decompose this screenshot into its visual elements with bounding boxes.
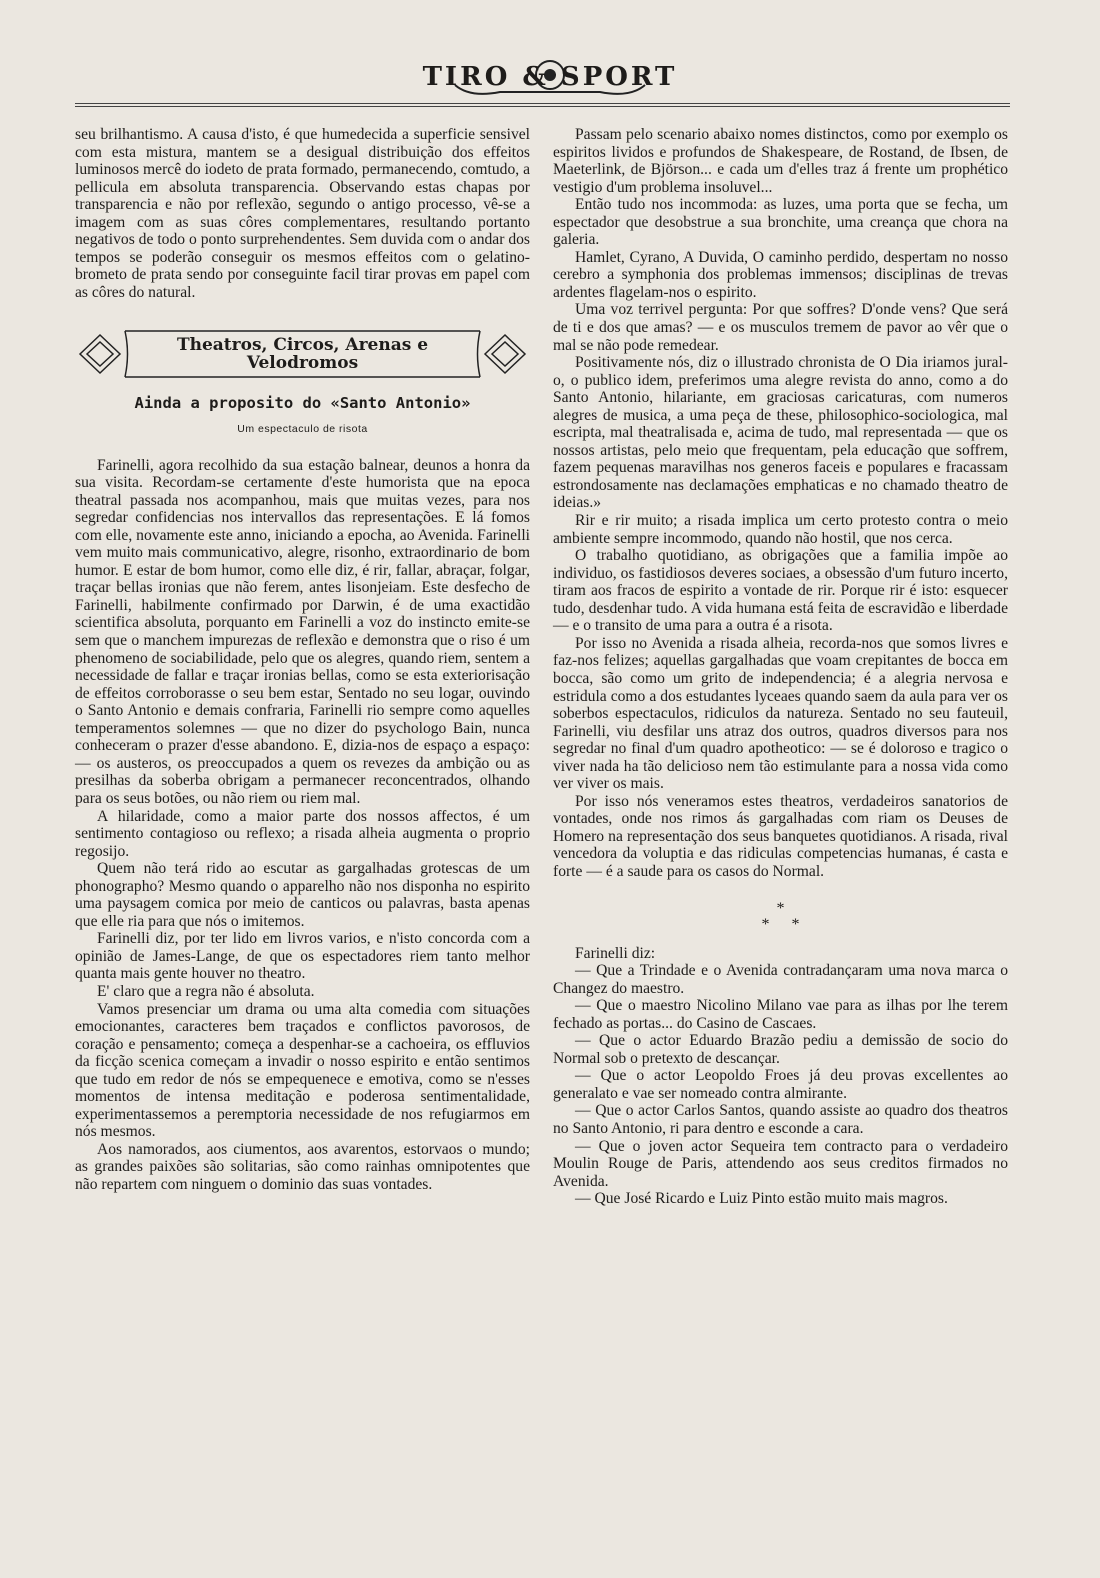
article-title: Ainda a proposito do «Santo Antonio» [134,394,471,413]
paragraph: Rir e rir muito; a risada implica um certo protesto contra o meio ambiente sempre incommodo, quando não hostil, que nos cerca. [553,512,1008,547]
gossip-item: — Que o actor Eduardo Brazão pediu a demissão de socio do Normal sob o pretexto de descançar. [553,1032,1008,1067]
paragraph: Hamlet, Cyrano, A Duvida, O caminho perdido, despertam no nosso cerebro a symphonia dos problemas immensos; disciplinas de trevas ardentes flagelam-nos o espirito. [553,248,1008,301]
paragraph: Uma voz terrivel pergunta: Por que soffres? D'onde vens? Que será de ti e dos que amas? — e os musculos tremem de pavor ao vêr que o mal se não pode remedear. [553,301,1008,354]
paragraph: Vamos presenciar um drama ou uma alta comedia com situações emocionantes, caracteres bem traçados e conflictos pavorosos, de coração e pensamento; começa a despenhar-se a cachoeira, os effluvios da ficção scenica começam a invadir o nosso espirito e então sentimos que tudo em redor de nós se empequenece e emotiva, como se n'esses momentos de intensa meditação e poderosa sentimentalidade, experimentassemos a peremptoria necessidade de nos refugiarmos em nós mesmos. [75,1000,530,1141]
paragraph: Aos namorados, aos ciumentos, aos avarentos, estorvaos o mundo; as grandes paixões são solitarias, são como rainhas omnipotentes que não repartem com ninguem o dominio das suas vontades. [75,1140,530,1193]
masthead [0,50,1100,110]
paragraph: Por isso no Avenida a risada alheia, recorda-nos que somos livres e faz-nos felizes; aquellas gargalhadas que voam crepitantes de bocca em bocca, são como um grito de independencia; é a alegria nervosa e estridula como a dos estudantes lyceaes quando saem da aula para ver os soberbos espectaculos, ridiculos da natureza. Sentado no seu fauteuil, Farinelli, viu desfilar uns atraz dos outros, quadros diversos para nos segredar no final d'um quadro apotheotico: — se é doloroso e tragico o viver nada ha tão delicioso nem tão estimulante para a nossa vida como ver viver os mais. [553,634,1008,793]
paragraph: A hilaridade, como a maior parte dos nossos affectos, é um sentimento contagioso ou reflexo; a risada alheia augmenta o proprio regosijo. [75,807,530,860]
gossip-item: — Que o actor Leopoldo Froes já deu provas excellentes ao generalato e vae ser nomeado contra almirante. [553,1067,1008,1102]
paragraph: Farinelli diz, por ter lido em livros varios, e n'isto concorda com a opinião de James-Lange, de que os espectadores riem tanto melhor quanta mais gente houver no theatro. [75,930,530,983]
gossip-item: — Que o joven actor Sequeira tem contracto para o verdadeiro Moulin Rouge de Paris, attendendo aos seus creditos firmados no Avenida. [553,1137,1008,1190]
asterism [553,901,1008,933]
paragraph: Farinelli, agora recolhido da sua estação balnear, deunos a honra da sua visita. Recordam-se certamente d'este humorista que na epoca theatral passada nos acompanhou, mais que muitas vezes, para nos segredar confidencias nos intervallos das representações. E lá fomos com elle, novamente este anno, iniciando a epocha, ao Avenida. Farinelli vem muito mais communicativo, alegre, risonho, extraordinario de bom humor. E estar de bom humor, como elle diz, é rir, fallar, abraçar, folgar, traçar bellas ironias que não ferem, antes lisonjeiam. Este desfecho de Farinelli, habilmente confirmado por Darwin, é de uma exactidão scientifica absoluta, porquanto em Farinelli a voz do instincto emite-se sem que o manchem impurezas de reflexão e demonstra que o riso é um phenomeno de sociabilidade, pelo que os alegres, quando riem, sentem a necessidade de fallar e traçar ironias bellas, como se esta exteriorisação de effeitos corroborasse o seu bem estar, Sentado no seu logar, ouvindo o Santo Antonio e demais confraria, Farinelli rio sempre como aquelles temperamentos solemnes — que no dizer do psychologo Bain, nunca conheceram o prazer d'esse abandono. E, dizia-nos de espaço a espaço: — os austeros, os preoccupados a quem os revezes da ambição ou as presilhas da soberba obrigam a permanecer reconcentrados, olhando para os seus botões, ou não riem ou riem mal. [75,456,530,807]
masthead-title: TIRO & SPORT [422,62,678,92]
asterism-top: * [776,899,785,917]
paragraph: Quem não terá rido ao escutar as gargalhadas grotescas de um phonographo? Mesmo quando o apparelho não nos disponha no espirito uma paysagem comica por meio de canticos ou palavras, basta apenas que elle ria para que nós o imitemos. [75,860,530,930]
right-column [553,126,1008,1208]
paragraph: Passam pelo scenario abaixo nomes distinctos, como por exemplo os espiritos lividos e profundos de Shakespeare, de Rostand, de Ibsen, de Maeterlink, de Björson... e cada um d'elles traz á frente um prophético vestigio d'um problema insoluvel... [553,126,1008,196]
article-subtitle: Um espectaculo de risota [237,423,368,436]
gossip-item: — Que a Trindade e o Avenida contradançaram uma nova marca o Changez do maestro. [553,962,1008,997]
asterism-bottom: * * [761,915,800,933]
gossip-item: — Que José Ricardo e Luiz Pinto estão muito mais magros. [575,1190,948,1208]
section-header [75,323,530,385]
paragraph: Então tudo nos incommoda: as luzes, uma porta que se fecha, um espectador que desobstrue a sua bronchite, uma creança que chora na galeria. [553,196,1008,249]
paragraph: seu brilhantismo. A causa d'isto, é que humedecida a superficie sensivel com esta mistura, mantem se a desigual distribuição dos effeitos luminosos mercê do iodeto de prata formado, permanecendo, comtudo, a pellicula em absoluta transparencia. Observando estas chapas por transparencia e não por reflexão, segundo o antigo processo, vê-se a imagem com as suas côres complementares, resultando portanto negativos de todo o ponto surprehendentes. Sem duvida com o andar dos tempos se poderão conseguir os mesmos effeitos com o gelatino-brometo de prata sendo por conseguinte facil tirar provas em papel com as côres do natural. [75,126,530,301]
paragraph: O trabalho quotidiano, as obrigações que a familia impõe ao individuo, os fastidiosos deveres sociaes, a obsessão d'um futuro incerto, tiram aos fracos de espirito a vontade de rir. Porque rir é isto: esquecer tudo, desdenhar tudo. A vida humana está feita de escravidão e liberdade — e o transito de uma para a outra é a risota. [553,547,1008,635]
paragraph: Por isso nós veneramos estes theatros, verdadeiros sanatorios de vontades, onde nos rimos ás gargalhadas com riam os Deuses de Homero na representação dos seus banquetes quotidianos. A risada, rival vencedora da voluptia e das ridiculas competencias humanas, é casta e forte — é a saude para os casos do Normal. [553,792,1008,880]
paragraph: E' claro que a regra não é absoluta. [97,982,315,1000]
header-rule [75,103,1010,107]
section-title: Theatros, Circos, Arenas e Velodromos [176,335,429,374]
gossip-intro: Farinelli diz: [575,944,656,962]
paragraph: Positivamente nós, diz o illustrado chronista de O Dia iriamos jural-o, o publico idem, preferimos uma alegre revista do anno, como a do Santo Antonio, hilariante, em graciosas caricaturas, com numeros alegres de musica, a uma peça de these, philosophico-sociologica, mal escripta, mal theatralisada e, acima de tudo, mal representada — que os nossos artistas, pelo meio que frequentam, pela educação que soffrem, fazem pequenas maravilhas nos generos faceis e populares e fracassam estrondosamente nas declamações emphaticas e no chamado theatro de ideias.» [553,354,1008,512]
gossip-item: — Que o maestro Nicolino Milano vae para as ilhas por lhe terem fechado as portas... do Casino de Cascaes. [553,997,1008,1032]
left-column [75,126,530,1194]
gossip-item: — Que o actor Carlos Santos, quando assiste ao quadro dos theatros no Santo Antonio, ri para dentro e esconde a cara. [553,1102,1008,1137]
